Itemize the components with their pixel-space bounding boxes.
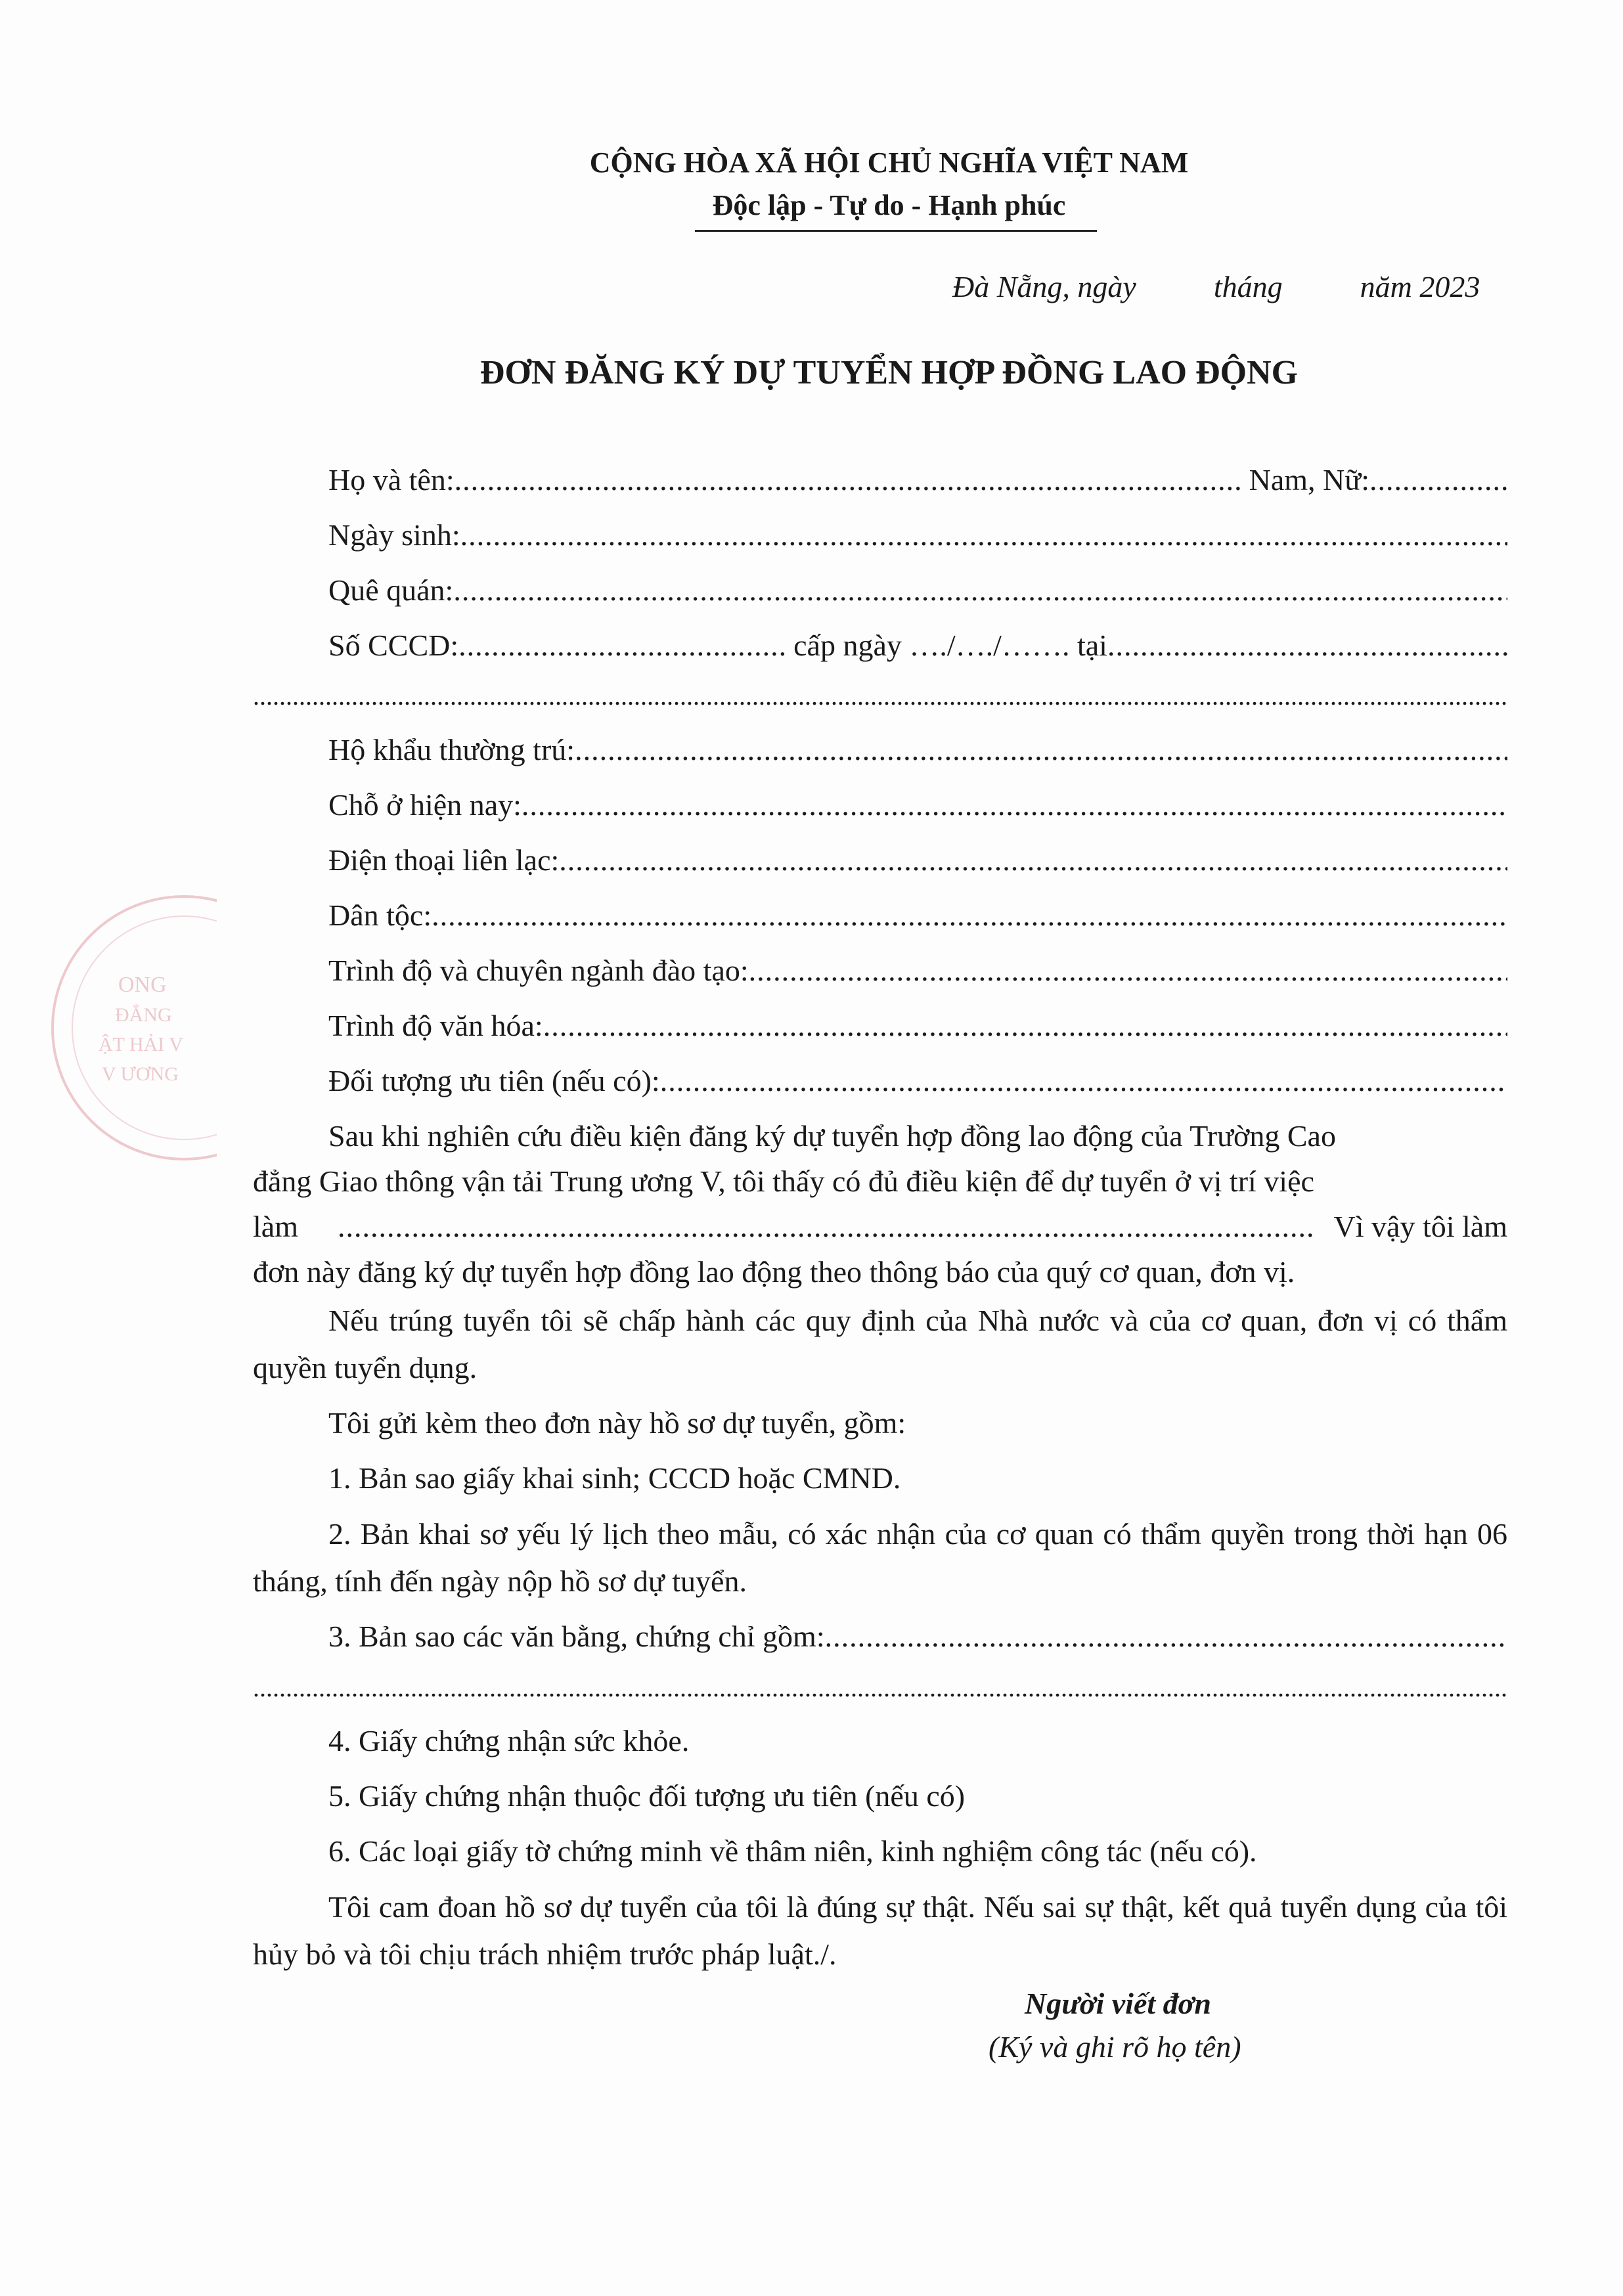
body-p1-line3-end: Vì vậy tôi làm xyxy=(1333,1210,1507,1243)
field-hometown-label: Quê quán: xyxy=(328,573,454,607)
field-education[interactable] xyxy=(328,952,1507,990)
field-certificates-continuation xyxy=(253,1675,1507,1701)
list-item-2 xyxy=(253,1511,1507,1605)
field-gender-dots xyxy=(1369,461,1507,499)
field-hometown[interactable] xyxy=(328,571,1507,609)
field-id-continuation xyxy=(253,683,1507,709)
list-item-6: 6. Các loại giấy tờ chứng minh về thâm niên, kinh nghiệm công tác (nếu có). xyxy=(328,1834,1257,1868)
field-dob-label: Ngày sinh: xyxy=(328,518,460,552)
field-culture[interactable] xyxy=(328,1007,1507,1045)
field-name[interactable] xyxy=(328,461,1507,499)
field-position-dots xyxy=(338,1208,1314,1246)
body-p2 xyxy=(253,1297,1507,1392)
field-priority[interactable] xyxy=(328,1062,1507,1100)
field-position[interactable] xyxy=(253,1208,1507,1246)
field-education-dots xyxy=(749,952,1507,990)
field-residence-label: Hộ khẩu thường trú: xyxy=(328,733,575,766)
field-id[interactable] xyxy=(328,627,1507,665)
body-p1-line4: đơn này đăng ký dự tuyển hợp đồng lao động theo thông báo của quý cơ quan, đơn vị. xyxy=(253,1255,1295,1289)
stamp-text-1: ONG xyxy=(118,973,167,997)
field-residence-dots xyxy=(575,731,1507,769)
field-id-label: Số CCCD: xyxy=(328,629,459,662)
field-ethnicity-label: Dân tộc: xyxy=(328,898,432,932)
list-item-1: 1. Bản sao giấy khai sinh; CCCD hoặc CMND. xyxy=(328,1461,901,1495)
stamp-text-3: ẬT HẢI V xyxy=(99,1034,183,1055)
field-culture-label: Trình độ văn hóa: xyxy=(328,1009,543,1042)
dateline xyxy=(952,269,1480,304)
field-ethnicity[interactable] xyxy=(328,896,1507,935)
national-title: CỘNG HÒA XÃ HỘI CHỦ NGHĨA VIỆT NAM xyxy=(589,146,1189,179)
list-item-4: 4. Giấy chứng nhận sức khỏe. xyxy=(328,1724,690,1757)
body-p1-line3-start: làm xyxy=(253,1210,298,1243)
field-phone[interactable] xyxy=(328,841,1507,879)
field-ethnicity-dots xyxy=(432,896,1507,935)
field-current-address[interactable] xyxy=(328,786,1507,824)
field-current-address-label: Chỗ ở hiện nay: xyxy=(328,788,522,822)
field-id-dots xyxy=(458,627,787,665)
stamp-text-2: ĐẲNG xyxy=(115,1004,172,1026)
field-education-label: Trình độ và chuyên ngành đào tạo: xyxy=(328,954,749,987)
stamp-icon xyxy=(20,880,217,1176)
signature-title: Người viết đơn xyxy=(1025,1987,1211,2020)
document-title: ĐƠN ĐĂNG KÝ DỰ TUYỂN HỢP ĐỒNG LAO ĐỘNG xyxy=(479,354,1299,391)
list-item-3-label: 3. Bản sao các văn bằng, chứng chỉ gồm: xyxy=(328,1620,825,1653)
field-current-address-dots xyxy=(522,786,1507,824)
field-issued-label: cấp ngày …./…./……. tại xyxy=(793,629,1107,662)
field-residence[interactable] xyxy=(328,731,1507,769)
list-item-5: 5. Giấy chứng nhận thuộc đối tượng ưu tiên (nếu có) xyxy=(328,1779,966,1813)
body-p2-text: Nếu trúng tuyển tôi sẽ chấp hành các quy định của Nhà nước và của cơ quan, đơn vị có thẩm quyền tuyển dụng. xyxy=(253,1304,1507,1384)
field-name-label: Họ và tên: xyxy=(328,463,455,497)
body-p1-line1: Sau khi nghiên cứu điều kiện đăng ký dự tuyển hợp đồng lao động của Trường Cao xyxy=(328,1119,1336,1153)
field-phone-label: Điện thoại liên lạc: xyxy=(328,843,560,877)
field-culture-dots xyxy=(543,1007,1507,1045)
motto-underline xyxy=(695,230,1097,232)
stamp-text-4: V ƯƠNG xyxy=(102,1063,179,1085)
body-p3: Tôi gửi kèm theo đơn này hồ sơ dự tuyển, gồm: xyxy=(328,1406,906,1440)
field-gender-label: Nam, Nữ: xyxy=(1249,463,1369,497)
field-issued-dots xyxy=(1107,627,1507,665)
body-p1-line2: đẳng Giao thông vận tải Trung ương V, tôi thấy có đủ điều kiện để dự tuyển ở vị trí việc xyxy=(253,1164,1314,1198)
field-certificates[interactable] xyxy=(328,1618,1507,1656)
field-priority-dots xyxy=(660,1062,1507,1100)
national-motto: Độc lập - Tự do - Hạnh phúc xyxy=(712,189,1066,221)
field-phone-dots xyxy=(559,841,1507,879)
field-dob[interactable] xyxy=(328,516,1507,554)
field-priority-label: Đối tượng ưu tiên (nếu có): xyxy=(328,1064,660,1097)
signature-note: (Ký và ghi rõ họ tên) xyxy=(989,2030,1241,2064)
body-p4 xyxy=(253,1884,1507,1978)
field-hometown-dots xyxy=(453,571,1507,609)
body-p4-text: Tôi cam đoan hồ sơ dự tuyển của tôi là đúng sự thật. Nếu sai sự thật, kết quả tuyển dụng của tôi hủy bỏ và tôi chịu trách nhiệm trước pháp luật./. xyxy=(253,1890,1507,1971)
list-item-2-text: 2. Bản khai sơ yếu lý lịch theo mẫu, có xác nhận của cơ quan có thẩm quyền trong thời hạn 06 tháng, tính đến ngày nộp hồ sơ dự tuyển. xyxy=(253,1517,1507,1598)
field-dob-dots xyxy=(460,516,1507,554)
field-certificates-dots xyxy=(825,1618,1507,1656)
dateline-place: Đà Nẵng, ngày xyxy=(952,270,1136,303)
dateline-month: tháng xyxy=(1213,270,1283,303)
dateline-year: năm 2023 xyxy=(1360,270,1480,303)
field-name-dots xyxy=(455,461,1244,499)
